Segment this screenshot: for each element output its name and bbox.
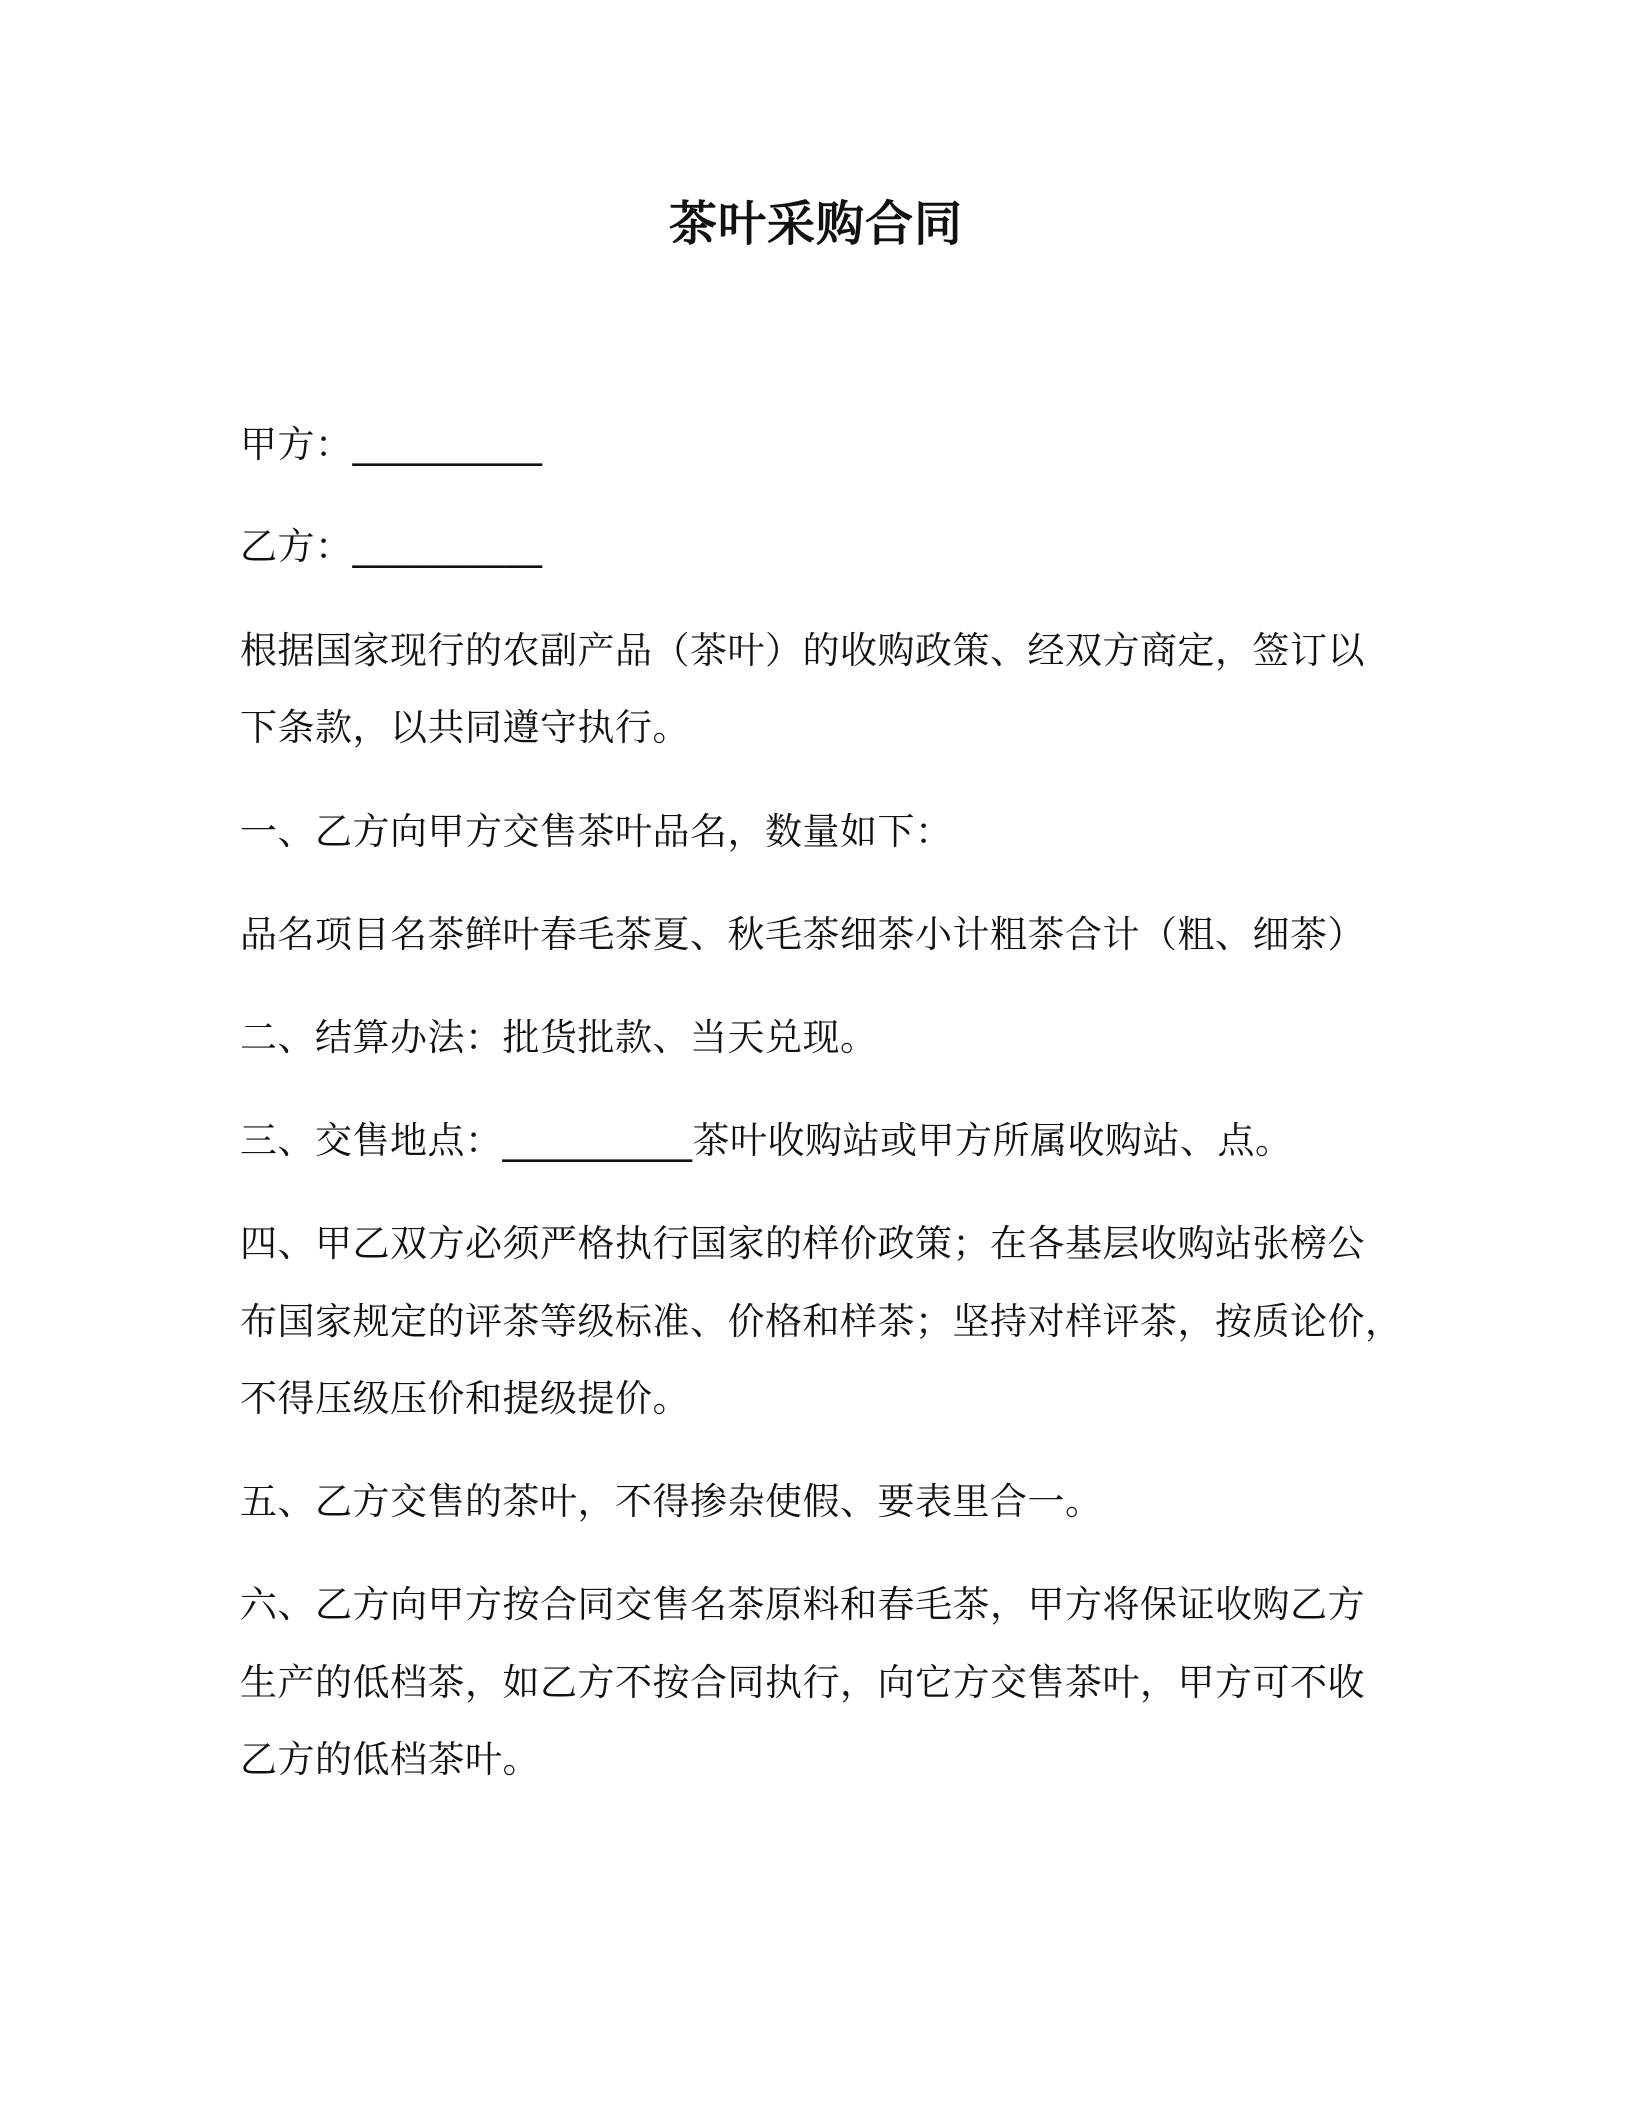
party-a-line: 甲方：__________ <box>240 423 543 466</box>
preamble-line-2: 下条款，以共同遵守执行。 <box>240 706 690 749</box>
clause-2: 二、结算办法：批货批款、当天兑现。 <box>240 1016 878 1059</box>
clause-6-line-1: 六、乙方向甲方按合同交售名茶原料和春毛茶，甲方将保证收购乙方 <box>240 1583 1365 1626</box>
document-title: 茶叶采购合同 <box>668 196 963 252</box>
clause-5: 五、乙方交售的茶叶，不得掺杂使假、要表里合一。 <box>240 1480 1103 1523</box>
clause-6-line-3: 乙方的低档茶叶。 <box>240 1738 540 1781</box>
party-b-line: 乙方：__________ <box>240 525 543 568</box>
clause-4-line-1: 四、甲乙双方必须严格执行国家的样价政策；在各基层收购站张榜公 <box>240 1222 1365 1265</box>
clause-6-line-2: 生产的低档茶，如乙方不按合同执行，向它方交售茶叶，甲方可不收 <box>240 1661 1365 1704</box>
clause-4-line-2: 布国家规定的评茶等级标准、价格和样茶；坚持对样评茶，按质论价， <box>240 1300 1403 1343</box>
clause-1: 一、乙方向甲方交售茶叶品名，数量如下： <box>240 810 953 853</box>
preamble-line-1: 根据国家现行的农副产品（茶叶）的收购政策、经双方商定，签订以 <box>240 629 1365 672</box>
clause-4-line-3: 不得压级压价和提级提价。 <box>240 1377 690 1420</box>
clause-3: 三、交售地点：__________茶叶收购站或甲方所属收购站、点。 <box>240 1119 1293 1162</box>
product-list-line: 品名项目名茶鲜叶春毛茶夏、秋毛茶细茶小计粗茶合计（粗、细茶） <box>240 913 1365 956</box>
